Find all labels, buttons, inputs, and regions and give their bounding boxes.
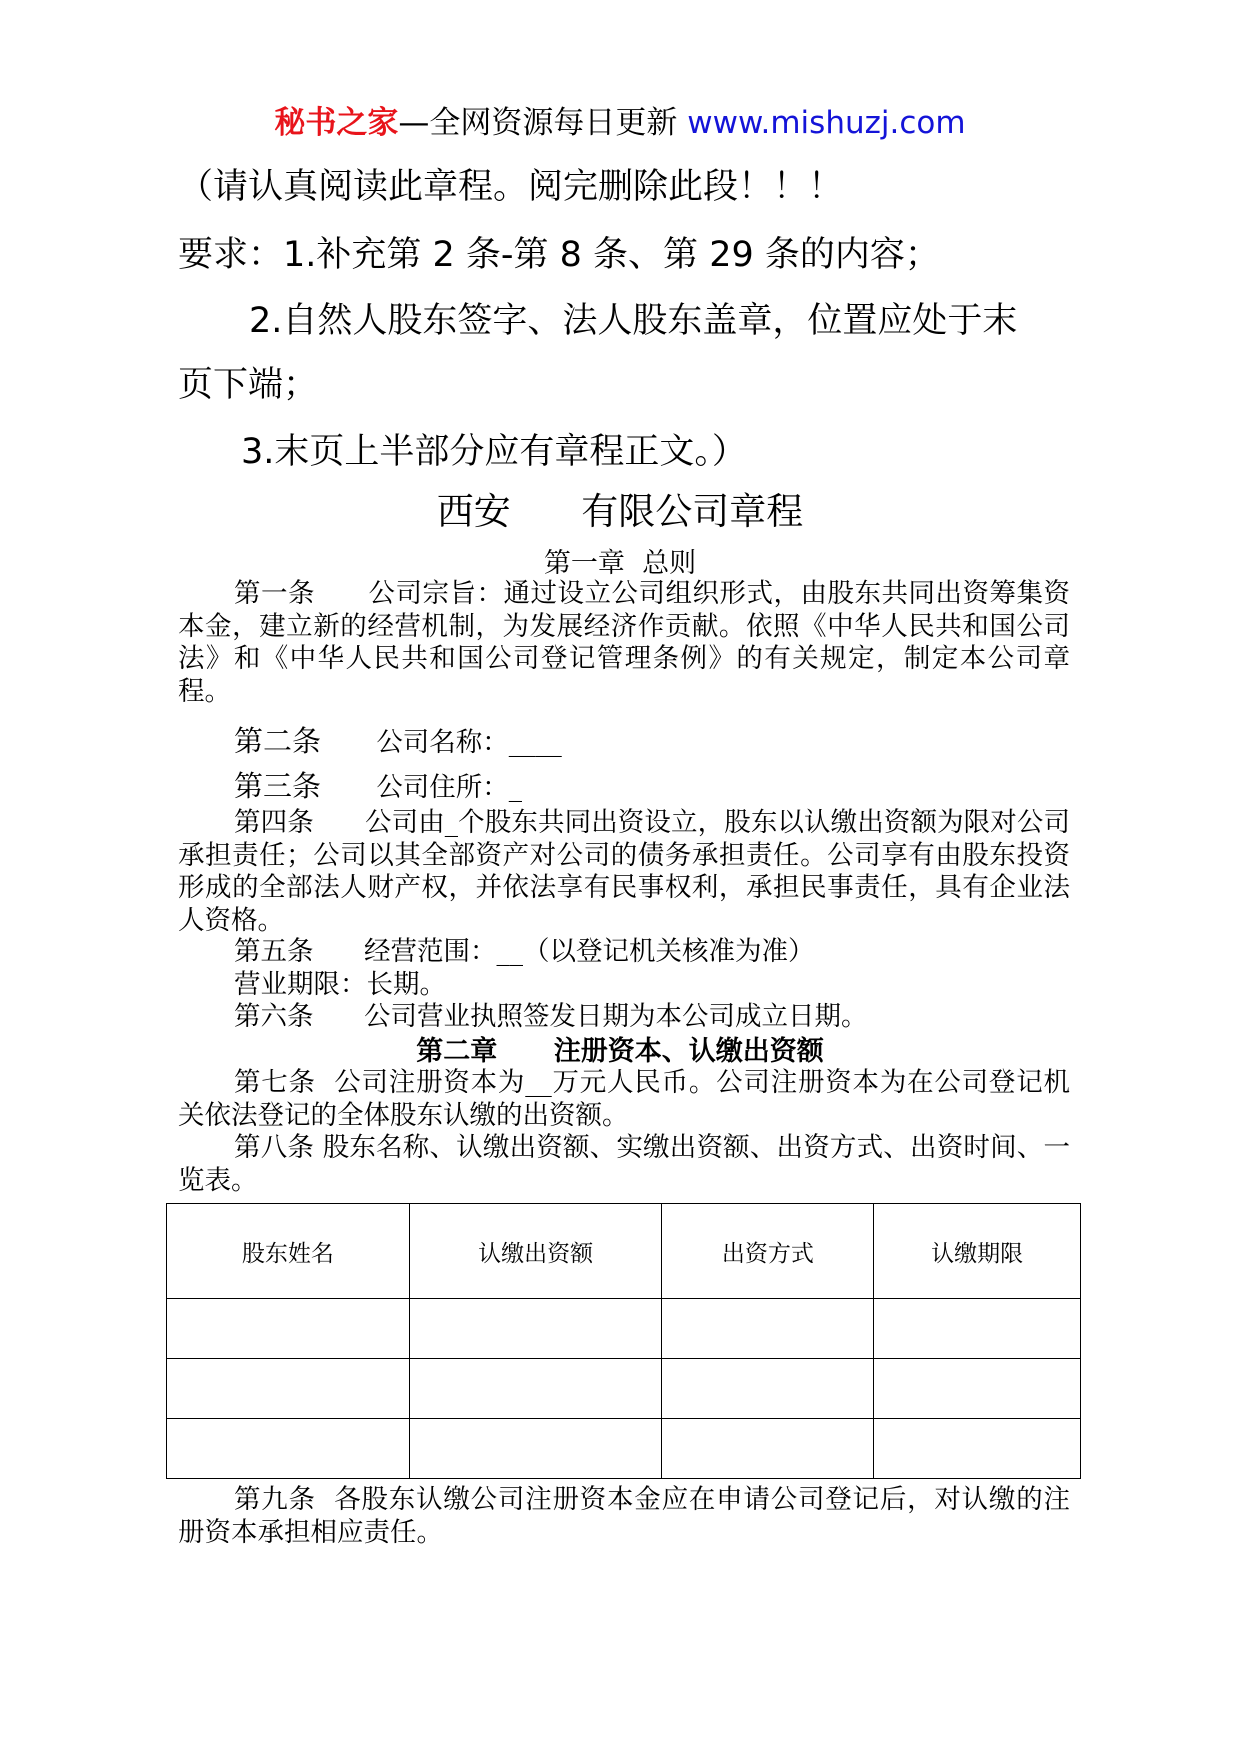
article-4: 第四条 公司由_个股东共同出资设立，股东以认缴出资额为限对公司承担责任；公司以其全部资产对公司的债务承担责任。公司享有由股东投资形成的全部法人财产权，并依法享有民事权利，承担民事责任，具有企业法人资格。	[178, 807, 1070, 936]
table-row	[167, 1299, 1081, 1359]
table-header-row	[167, 1204, 1081, 1299]
table-cell	[167, 1419, 410, 1479]
notice-line-5: 3.末页上半部分应有章程正文。）	[241, 432, 747, 472]
table-cell	[662, 1359, 874, 1419]
chapter-2-heading: 第二章 注册资本、认缴出资额	[416, 1036, 824, 1067]
article-6: 第六条 公司营业执照签发日期为本公司成立日期。	[234, 1001, 868, 1032]
table-cell	[874, 1359, 1081, 1419]
table-cell	[662, 1419, 874, 1479]
article-7: 第七条 公司注册资本为__万元人民币。公司注册资本为在公司登记机关依法登记的全体股东认缴的出资额。	[178, 1067, 1070, 1131]
shareholder-table	[166, 1203, 1081, 1479]
document-title: 西安 有限公司章程	[436, 490, 804, 533]
site-banner	[0, 103, 1240, 143]
table-cell	[662, 1299, 874, 1359]
table-cell	[409, 1359, 662, 1419]
banner-brand: 秘书之家	[274, 105, 399, 141]
article-3	[178, 768, 1070, 806]
article-2-label: 第二条	[234, 724, 377, 758]
banner-url[interactable]: www.mishuzj.com	[687, 105, 966, 141]
table-header-cell: 认缴出资额	[409, 1204, 662, 1299]
notice-line-4: 页下端；	[178, 365, 319, 405]
notice-line-3: 2.自然人股东签字、法人股东盖章，位置应处于末	[249, 301, 1018, 341]
table-row	[167, 1359, 1081, 1419]
article-2-text: 公司名称：____	[376, 727, 562, 758]
article-3-text: 公司住所：_	[376, 772, 523, 803]
article-3-label: 第三条	[234, 769, 377, 803]
article-2	[178, 723, 1070, 761]
article-5: 第五条 经营范围：__（以登记机关核准为准）	[234, 936, 815, 967]
table-cell	[874, 1419, 1081, 1479]
banner-tagline: —全网资源每日更新	[398, 105, 688, 141]
table-cell	[874, 1299, 1081, 1359]
table-row	[167, 1419, 1081, 1479]
chapter-1-heading: 第一章 总则	[543, 548, 697, 579]
table-header-cell: 出资方式	[662, 1204, 874, 1299]
table-cell	[167, 1299, 410, 1359]
table-cell	[409, 1299, 662, 1359]
article-1: 第一条 公司宗旨：通过设立公司组织形式，由股东共同出资筹集资本金，建立新的经营机制，为发展经济作贡献。依照《中华人民共和国公司法》和《中华人民共和国公司登记管理条例》的有关规定，制定本公司章程。	[178, 578, 1070, 707]
table-cell	[409, 1419, 662, 1479]
table-header-cell: 认缴期限	[874, 1204, 1081, 1299]
business-term: 营业期限：长期。	[234, 969, 446, 1000]
table-header-cell: 股东姓名	[167, 1204, 410, 1299]
notice-line-1: （请认真阅读此章程。阅完删除此段！！！	[178, 167, 844, 207]
table-cell	[167, 1359, 410, 1419]
article-9: 第九条 各股东认缴公司注册资本金应在申请公司登记后，对认缴的注册资本承担相应责任。	[178, 1484, 1070, 1548]
notice-line-2: 要求：1.补充第 2 条-第 8 条、第 29 条的内容；	[178, 235, 940, 275]
article-8: 第八条 股东名称、认缴出资额、实缴出资额、出资方式、出资时间、一览表。	[178, 1132, 1070, 1196]
